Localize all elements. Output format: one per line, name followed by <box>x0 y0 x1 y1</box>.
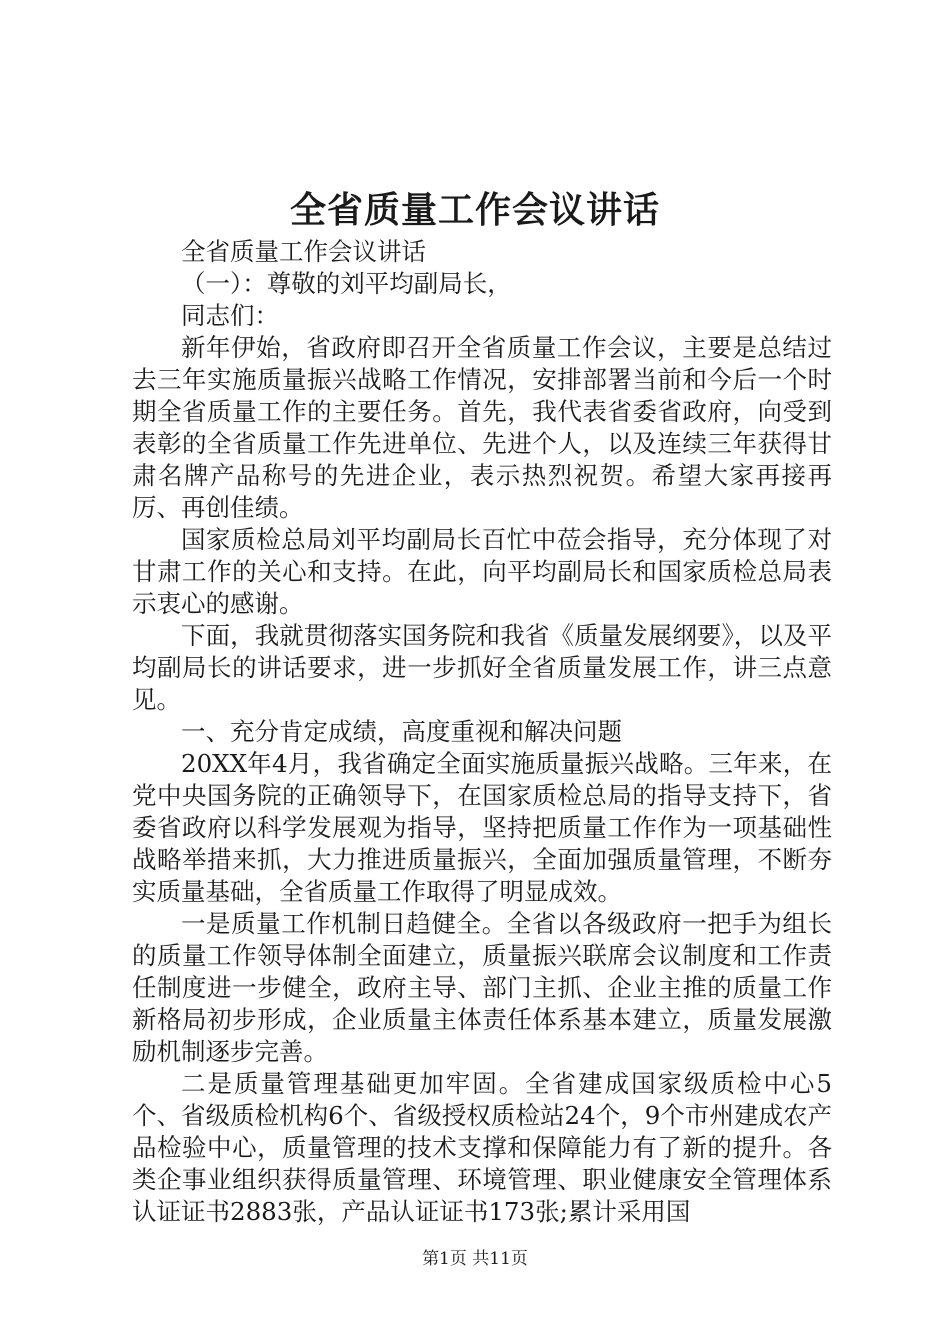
document-body <box>132 236 832 1228</box>
body-paragraph: 下面，我就贯彻落实国务院和我省《质量发展纲要》，以及平均副局长的讲话要求，进一步抓好全省质量发展工作，讲三点意见。 <box>132 621 832 714</box>
document-title: 全省质量工作会议讲话 <box>289 189 660 231</box>
body-paragraph: 20XX年4月，我省确定全面实施质量振兴战略。三年来，在党中央国务院的正确领导下，在国家质检总局的指导支持下，省委省政府以科学发展观为指导，坚持把质量工作作为一项基础性战略举措来抓，大力推进质量振兴，全面加强质量管理，不断夯实质量基础，全省质量工作取得了明显成效。 <box>132 749 832 906</box>
body-paragraph-salutation: （一）：尊敬的刘平均副局长， <box>181 269 512 298</box>
section-heading: 一、充分肯定成绩，高度重视和解决问题 <box>181 717 622 746</box>
body-paragraph: 二是质量管理基础更加牢固。全省建成国家级质检中心5个、省级质检机构6个、省级授权质检站24个，9个市州建成农产品检验中心，质量管理的技术支撑和保障能力有了新的提升。各类企事业组织获得质量管理、环境管理、职业健康安全管理体系认证证书2883张，产品认证证书173张;累计采用国 <box>132 1069 832 1226</box>
body-paragraph: 一是质量工作机制日趋健全。全省以各级政府一把手为组长的质量工作领导体制全面建立，质量振兴联席会议制度和工作责任制度进一步健全，政府主导、部门主抓、企业主推的质量工作新格局初步形成，企业质量主体责任体系基本建立，质量发展激励机制逐步完善。 <box>132 909 832 1066</box>
body-paragraph: 国家质检总局刘平均副局长百忙中莅会指导，充分体现了对甘肃工作的关心和支持。在此，向平均副局长和国家质检总局表示衷心的感谢。 <box>132 525 832 618</box>
body-paragraph-subtitle: 全省质量工作会议讲话 <box>181 237 426 266</box>
body-paragraph: 新年伊始，省政府即召开全省质量工作会议，主要是总结过去三年实施质量振兴战略工作情况，安排部署当前和今后一个时期全省质量工作的主要任务。首先，我代表省委省政府，向受到表彰的全省质量工作先进单位、先进个人，以及连续三年获得甘肃名牌产品称号的先进企业，表示热烈祝贺。希望大家再接再厉、再创佳绩。 <box>132 333 832 522</box>
page-number-footer: 第1页 共11页 <box>422 1249 528 1269</box>
body-paragraph-greeting: 同志们： <box>181 301 279 330</box>
